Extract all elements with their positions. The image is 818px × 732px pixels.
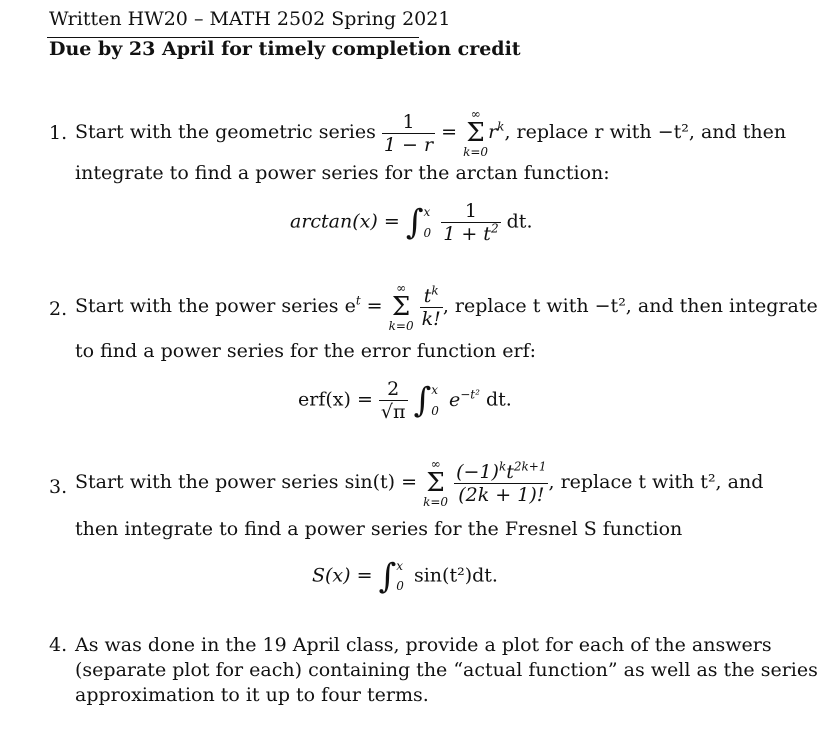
problem-3-text-b: , replace t with t², and [548, 471, 764, 493]
geometric-fraction: $\frac{1}{1 - r}$ [383, 110, 434, 156]
arctan-formula: arctan(x) = ∫x 0 $\frac{1}{1 + t^2}$ dt. [290, 200, 533, 245]
problem-2-line-1: Start with the power series $e^t$ = ∞ Σ k=0 $\frac{t^k}{k!}$ , replace t with −t², and then integrate [75, 281, 818, 333]
problem-3-number: 3. [49, 476, 68, 498]
problem-1-line-1: Start with the geometric series $\frac{1}{1 - r}$ = ∞ Σ k=0 $r^k$, replace r with −t², and then [75, 107, 787, 159]
problem-1-number: 1. [49, 122, 68, 144]
erf-formula: erf(x) = $\frac{2}{√\pi}$ ∫x 0 $e^{-t^2}$ dt. [298, 378, 512, 423]
problem-2-text-a: Start with the power series e [75, 295, 356, 317]
problem-3-text-a: Start with the power series sin(t) = [75, 471, 418, 493]
sine-sum: ∞ Σ k=0 [423, 457, 449, 509]
problem-1-line-2: integrate to find a power series for the arctan function: [75, 162, 610, 184]
problem-4-line-3: approximation to it up to four terms. [75, 684, 429, 706]
problem-2-text-b: , replace t with −t², and then integrate [442, 295, 818, 317]
problem-4-number: 4. [49, 634, 68, 656]
arctan-rhs: dt. [506, 210, 533, 233]
problem-3-line-2: then integrate to find a power series for the Fresnel S function [75, 518, 683, 540]
fresnel-formula: S(x) = ∫x 0 sin(t²)dt. [312, 556, 498, 597]
problem-1-text-a: Start with the geometric series [75, 121, 376, 143]
problem-2-line-2: to find a power series for the error function erf: [75, 340, 537, 362]
erf-lhs: erf(x) = [298, 388, 373, 411]
geometric-sum: ∞ Σ k=0 [463, 107, 489, 159]
due-date: Due by 23 April for timely completion credit [49, 38, 521, 60]
erf-rhs: dt. [485, 388, 512, 411]
fresnel-lhs: S(x) = [312, 564, 373, 587]
problem-4-line-2: (separate plot for each) containing the “actual function” as well as the series [75, 659, 818, 681]
arctan-lhs: arctan(x) = [290, 210, 400, 233]
problem-3-line-1: Start with the power series sin(t) = ∞ Σ k=0 $\frac{(-1)^kt^{2k+1}}{(2k + 1)!}$ , replace t with t², and [75, 457, 764, 509]
exp-sum: ∞ Σ k=0 [388, 281, 414, 333]
problem-1-text-b: , replace r with −t², and then [504, 121, 787, 143]
fresnel-rhs: sin(t²)dt. [413, 564, 498, 587]
problem-2-number: 2. [49, 298, 68, 320]
problem-4-line-1: As was done in the 19 April class, provide a plot for each of the answers [75, 634, 772, 656]
assignment-title: Written HW20 – MATH 2502 Spring 2021 [49, 8, 451, 30]
